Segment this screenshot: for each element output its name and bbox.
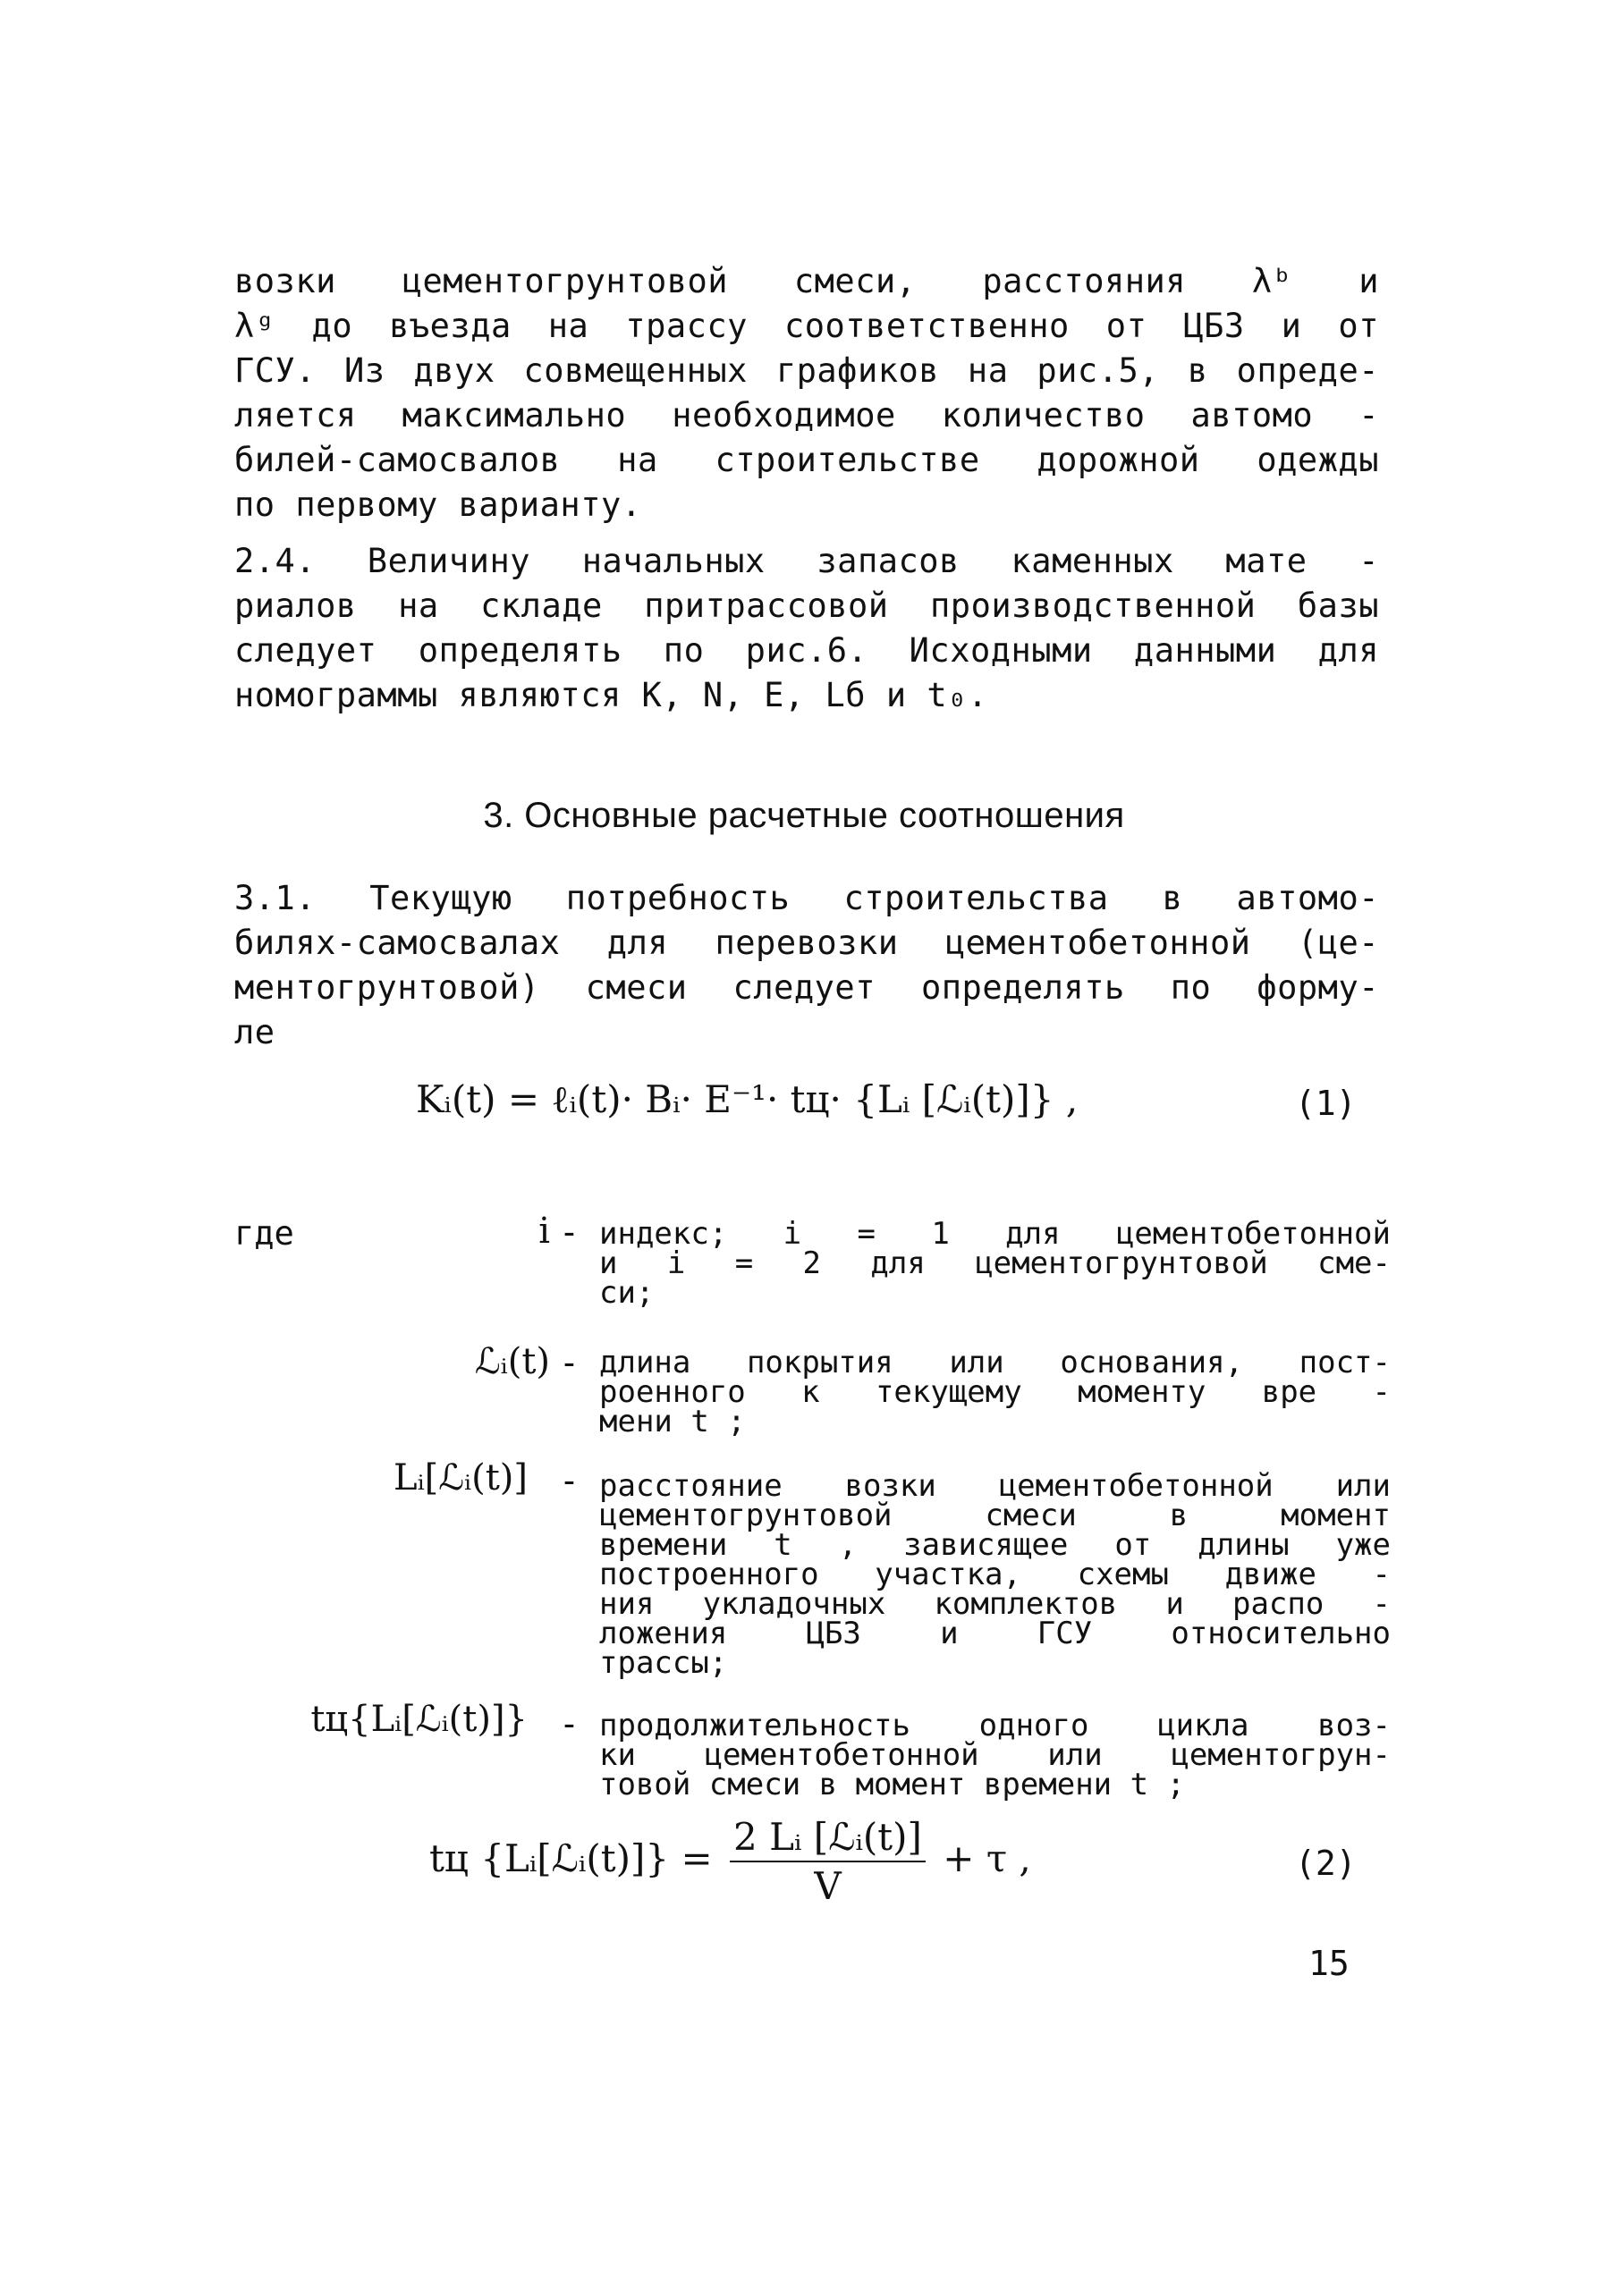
definition-dash: -	[559, 1343, 580, 1382]
equation-number-1: (1)	[1295, 1084, 1357, 1123]
section-heading: 3. Основные расчетные соотношения	[483, 796, 1125, 835]
text-line: си;	[599, 1275, 655, 1311]
page-number: 15	[1308, 1944, 1350, 1983]
definition-dash: -	[559, 1704, 580, 1743]
text-line: номограммы являются K, N, E, Lб и t₀.	[234, 676, 988, 714]
definition-text	[599, 1708, 1391, 1802]
formula-2-denominator: V	[814, 1864, 842, 1908]
text-line: цементогрунтовой смеси в момент	[599, 1498, 1391, 1533]
text-line: ле	[234, 1013, 275, 1051]
definition-symbol: i	[538, 1211, 550, 1252]
text-line: билей-самосвалов на строительстве дорожной одежды	[234, 441, 1379, 479]
definition-symbol: Lᵢ[ℒᵢ(t)]	[394, 1457, 528, 1498]
definition-symbol: tц{Lᵢ[ℒᵢ(t)]}	[310, 1699, 528, 1740]
paragraph-3-1	[234, 876, 1379, 1055]
text-line: ки цементобетонной или цементогрун-	[599, 1737, 1391, 1773]
text-line: по первому варианту.	[234, 485, 642, 524]
text-line: продолжительность одного цикла воз-	[599, 1708, 1391, 1743]
formula-1: Kᵢ(t) = ℓᵢ(t)· Bᵢ· E⁻¹· tц· {Lᵢ [ℒᵢ(t)]} ,	[416, 1077, 1079, 1121]
text-line: построенного участка, схемы движе -	[599, 1557, 1391, 1592]
text-line: длина покрытия или основания, пост-	[599, 1345, 1391, 1380]
text-line: следует определять по рис.6. Исходными данными для	[234, 631, 1379, 670]
text-line: и i = 2 для цементогрунтовой сме-	[599, 1245, 1391, 1281]
text-line: трассы;	[599, 1645, 728, 1681]
definition-symbol: ℒᵢ(t)	[474, 1341, 550, 1382]
paragraph-2-4	[234, 539, 1379, 718]
text-line: 2.4. Величину начальных запасов каменных мате -	[234, 542, 1379, 580]
formula-2-rhs: + τ ,	[943, 1836, 1031, 1880]
text-line: билях-самосвалах для перевозки цементобетонной (це-	[234, 924, 1379, 962]
text-line: 3.1. Текущую потребность строительства в автомо-	[234, 879, 1379, 917]
text-line: индекс; i = 1 для цементобетонной	[599, 1216, 1391, 1252]
text-line: λᵍ до въезда на трассу соответственно от ЦБЗ и от	[234, 307, 1379, 345]
formula-2	[429, 1815, 1031, 1908]
text-line: времени t , зависящее от длины уже	[599, 1527, 1391, 1563]
equation-number-2: (2)	[1295, 1844, 1357, 1883]
text-line: товой смеси в момент времени t ;	[599, 1767, 1186, 1802]
text-line: ментогрунтовой) смеси следует определять по форму-	[234, 968, 1379, 1007]
definition-text	[599, 1468, 1391, 1681]
where-label: где	[234, 1214, 294, 1253]
definition-text	[599, 1345, 1391, 1439]
definition-dash: -	[559, 1212, 580, 1252]
formula-2-lhs: tц {Lᵢ[ℒᵢ(t)]} =	[429, 1836, 713, 1880]
text-line: риалов на складе притрассовой производственной базы	[234, 587, 1379, 625]
formula-2-fraction	[730, 1815, 926, 1908]
text-line: ГСУ. Из двух совмещенных графиков на рис.5, в опреде-	[234, 351, 1379, 390]
text-line: ния укладочных комплектов и распо -	[599, 1586, 1391, 1622]
formula-2-numerator: 2 Lᵢ [ℒᵢ(t)]	[730, 1815, 926, 1862]
paragraph-intro	[234, 259, 1379, 528]
text-line: мени t ;	[599, 1404, 746, 1439]
definition-dash: -	[559, 1461, 580, 1500]
text-line: ложения ЦБЗ и ГСУ относительно	[599, 1616, 1391, 1651]
text-line: расстояние возки цементобетонной или	[599, 1468, 1391, 1504]
text-line: возки цементогрунтовой смеси, расстояния λᵇ и	[234, 262, 1379, 300]
text-line: ляется максимально необходимое количество автомо -	[234, 396, 1379, 435]
text-line: роенного к текущему моменту вре -	[599, 1374, 1391, 1410]
definition-text	[599, 1216, 1391, 1311]
